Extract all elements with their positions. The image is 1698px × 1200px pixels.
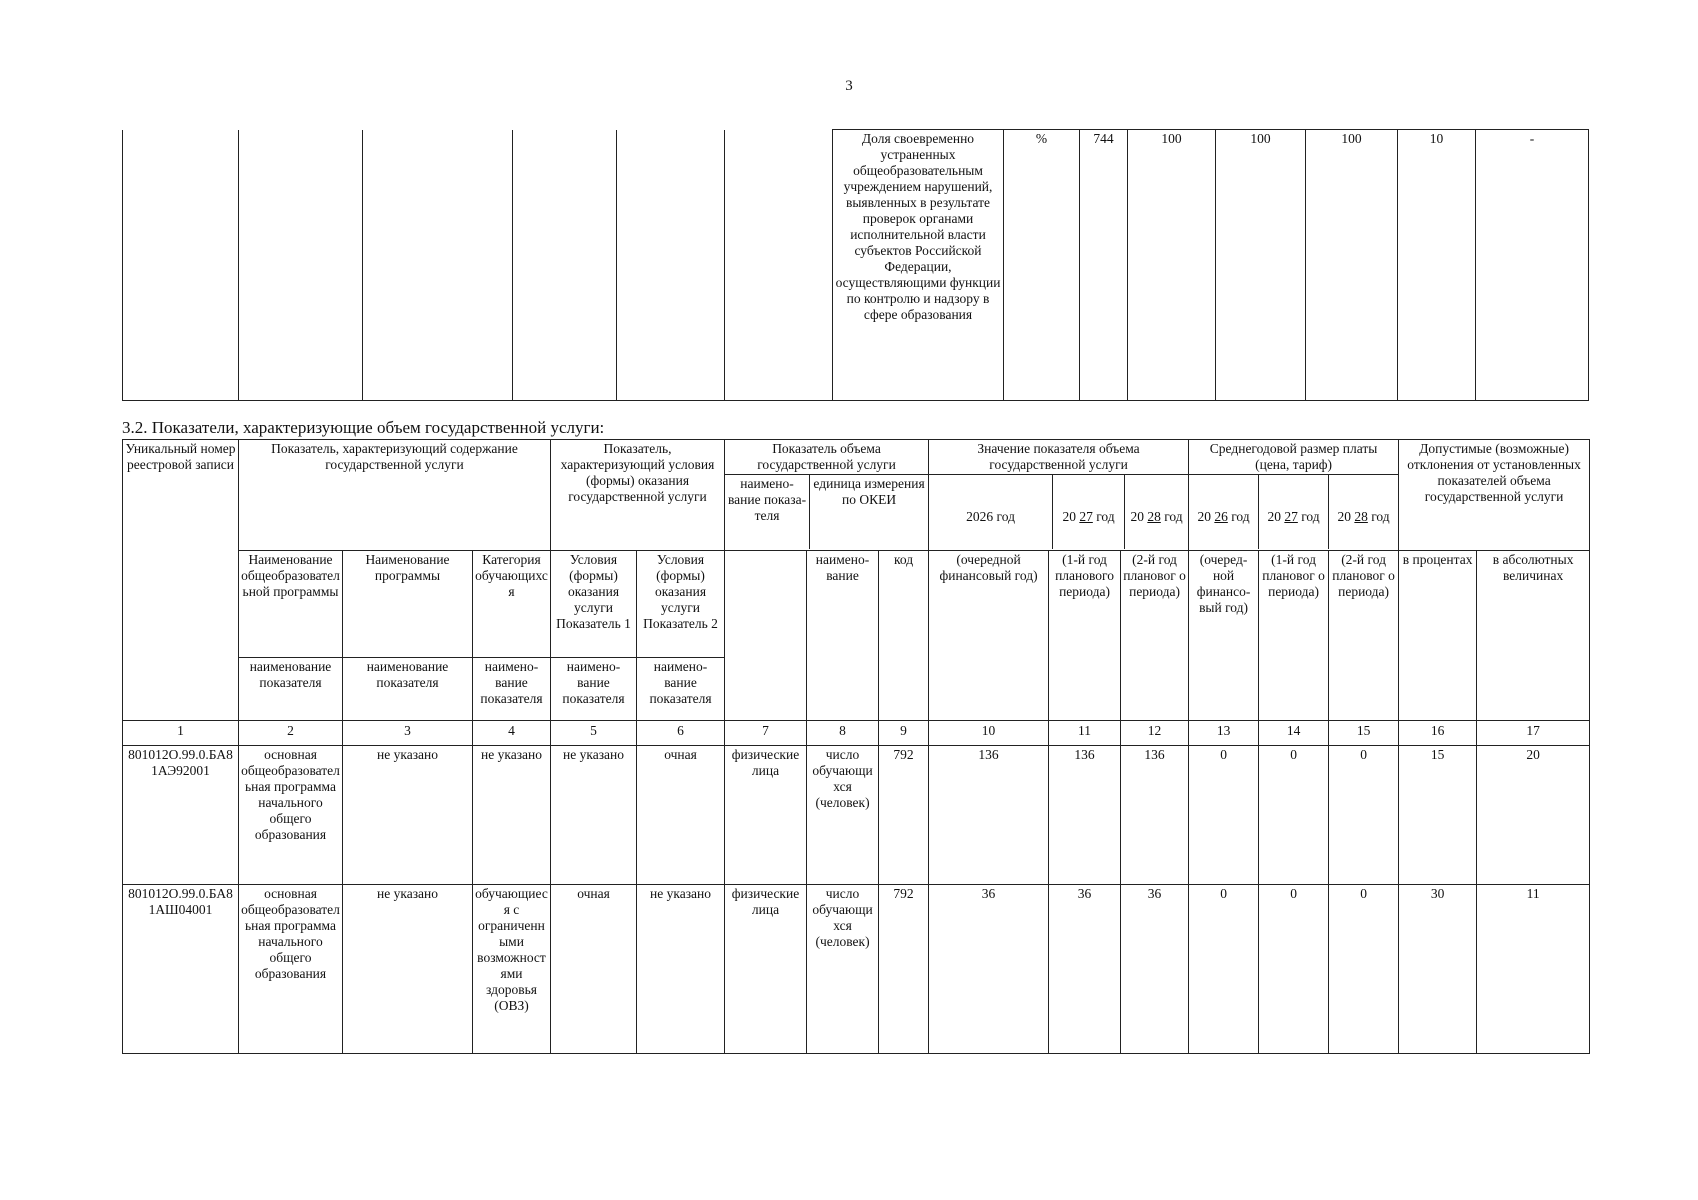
fee-2026-header: 20 26 год	[1189, 475, 1259, 549]
unit-cell: %	[1004, 130, 1080, 401]
empty-cell	[617, 130, 725, 401]
condition2-cell: очная	[637, 746, 725, 885]
deviation-abs-cell: -	[1476, 130, 1589, 401]
deviation-percent-cell: 10	[1398, 130, 1476, 401]
volume-indicators-table	[122, 439, 1590, 1054]
category-cell: не указано	[473, 746, 551, 885]
column-number: 15	[1329, 721, 1399, 746]
fee-2028-header: 20 28 год	[1337, 509, 1390, 524]
value-2027-cell: 100	[1216, 130, 1306, 401]
column-number: 1	[123, 721, 239, 746]
registry-number-cell: 801012О.99.0.БА81АЭ92001	[123, 746, 239, 885]
okei-code-header: код	[879, 551, 929, 721]
edu-program-cell: основная общеобразовательная программа начального общего образования	[239, 746, 343, 885]
volume-indicator-header: Показатель объема государственной услуги	[725, 440, 928, 475]
indicator-name-subheader: наимено-вание показа-теля	[725, 475, 810, 549]
deviation-abs-header: в абсолютных величинах	[1477, 551, 1590, 721]
okei-code-cell: 792	[879, 885, 929, 1054]
year-2027-note: (1-й год планового периода)	[1049, 551, 1121, 721]
edu-program-col-header: Наименование общеобразовательной программы	[239, 551, 343, 658]
fee-2026-note: (очеред-ной финансо-вый год)	[1189, 551, 1259, 721]
fee-2027-cell: 0	[1259, 885, 1329, 1054]
table-row	[123, 885, 1590, 1054]
volume-value-group	[929, 440, 1189, 551]
okei-unit-subheader: единица измерения по ОКЕИ	[813, 476, 925, 507]
deviation-percent-cell: 15	[1399, 746, 1477, 885]
indicator-name-header: наимено-вание показателя	[637, 658, 725, 721]
value-2028-cell: 36	[1121, 885, 1189, 1054]
condition1-cell: очная	[551, 885, 637, 1054]
program-col-header: Наименование программы	[343, 551, 473, 658]
okei-code-cell: 792	[879, 746, 929, 885]
value-2026-cell: 36	[929, 885, 1049, 1054]
fee-2027-header: 20 27 год	[1259, 475, 1329, 549]
registry-number-cell: 801012О.99.0.БА81АШ04001	[123, 885, 239, 1054]
empty-cell	[123, 130, 239, 401]
column-number: 2	[239, 721, 343, 746]
indicator-name-header: наимено-вание показателя	[551, 658, 637, 721]
okei-name-cell: число обучающихся (человек)	[807, 885, 879, 1054]
condition1-col-header: Условия (формы) оказания услуги Показатель 1	[551, 551, 637, 658]
header-row	[123, 440, 1590, 551]
deviations-header: Допустимые (возможные) отклонения от установленных показателей объема государственной услуги	[1399, 440, 1590, 551]
indicator-name-cell: физические лица	[725, 746, 807, 885]
deviation-abs-cell: 11	[1477, 885, 1590, 1054]
column-number: 17	[1477, 721, 1590, 746]
column-number: 6	[637, 721, 725, 746]
year-2027-header: 20 27 год	[1053, 475, 1125, 549]
fee-2028-cell: 0	[1329, 746, 1399, 885]
program-cell: не указано	[343, 746, 473, 885]
fee-2026-cell: 0	[1189, 885, 1259, 1054]
code-cell: 744	[1080, 130, 1128, 401]
value-2028-cell: 100	[1306, 130, 1398, 401]
empty-cell	[363, 130, 513, 401]
deviation-percent-header: в процентах	[1399, 551, 1477, 721]
condition2-col-header: Условия (формы) оказания услуги Показатель 2	[637, 551, 725, 658]
indicator-name-header: наименование показателя	[239, 658, 343, 721]
column-number: 4	[473, 721, 551, 746]
indicator-name-cell: физические лица	[725, 885, 807, 1054]
column-number: 5	[551, 721, 637, 746]
fee-2026-cell: 0	[1189, 746, 1259, 885]
column-number-row	[123, 721, 1590, 746]
deviation-abs-cell: 20	[1477, 746, 1590, 885]
column-number: 7	[725, 721, 807, 746]
indicator-name-header: наимено-вание показателя	[473, 658, 551, 721]
okei-name-header: наимено-вание	[807, 551, 879, 721]
year-2026-header: 2026 год	[929, 475, 1053, 549]
indicator-name-cell: Доля своевременно устраненных общеобразовательным учреждением нарушений, выявленных в результате проверок органами исполнительной власти субъектов Российской Федерации, осуществляющими функции по контролю и надзору в сфере образования	[833, 130, 1004, 401]
value-2027-cell: 136	[1049, 746, 1121, 885]
empty-cell	[725, 130, 833, 401]
indicator-name-spacer	[725, 551, 807, 721]
fee-2028-note: (2-й год плановог о периода)	[1329, 551, 1399, 721]
value-2026-cell: 100	[1128, 130, 1216, 401]
fee-2027-cell: 0	[1259, 746, 1329, 885]
column-number: 9	[879, 721, 929, 746]
year-2028-header: 20 28 год	[1130, 509, 1183, 524]
indicator-name-header: наименование показателя	[343, 658, 473, 721]
column-number: 3	[343, 721, 473, 746]
section-title: 3.2. Показатели, характеризующие объем государственной услуги:	[122, 418, 605, 437]
deviation-percent-cell: 30	[1399, 885, 1477, 1054]
volume-value-header: Значение показателя объема государственной услуги	[929, 440, 1188, 475]
fee-2028-cell: 0	[1329, 885, 1399, 1054]
empty-cell	[513, 130, 617, 401]
empty-cell	[239, 130, 363, 401]
volume-indicator-group	[725, 440, 929, 551]
program-cell: не указано	[343, 885, 473, 1054]
value-2028-cell: 136	[1121, 746, 1189, 885]
column-number: 11	[1049, 721, 1121, 746]
page-number: 3	[845, 78, 853, 94]
edu-program-cell: основная общеобразовательная программа начального общего образования	[239, 885, 343, 1054]
table-row	[123, 746, 1590, 885]
category-cell: обучающиеся с ограниченными возможностями здоровья (ОВЗ)	[473, 885, 551, 1054]
column-number: 13	[1189, 721, 1259, 746]
conditions-indicator-header: Показатель, характеризующий условия (формы) оказания государственной услуги	[551, 440, 725, 551]
column-number: 14	[1259, 721, 1329, 746]
column-number: 10	[929, 721, 1049, 746]
category-col-header: Категория обучающихся	[473, 551, 551, 658]
value-2026-cell: 136	[929, 746, 1049, 885]
value-2027-cell: 36	[1049, 885, 1121, 1054]
avg-fee-header: Среднегодовой размер платы (цена, тариф)	[1189, 440, 1398, 475]
column-number: 8	[807, 721, 879, 746]
content-indicator-header: Показатель, характеризующий содержание государственной услуги	[239, 440, 551, 551]
table-row	[123, 130, 1589, 401]
condition1-cell: не указано	[551, 746, 637, 885]
year-2028-note: (2-й год плановог о периода)	[1121, 551, 1189, 721]
avg-fee-group	[1189, 440, 1399, 551]
quality-indicators-continuation-table	[122, 129, 1589, 401]
year-2026-note: (очередной финансовый год)	[929, 551, 1049, 721]
fee-2027-note: (1-й год плановог о периода)	[1259, 551, 1329, 721]
column-number: 12	[1121, 721, 1189, 746]
okei-name-cell: число обучающихся (человек)	[807, 746, 879, 885]
column-number: 16	[1399, 721, 1477, 746]
condition2-cell: не указано	[637, 885, 725, 1054]
header-row	[123, 551, 1590, 658]
unique-number-header: Уникальный номер реестровой записи	[123, 440, 239, 721]
